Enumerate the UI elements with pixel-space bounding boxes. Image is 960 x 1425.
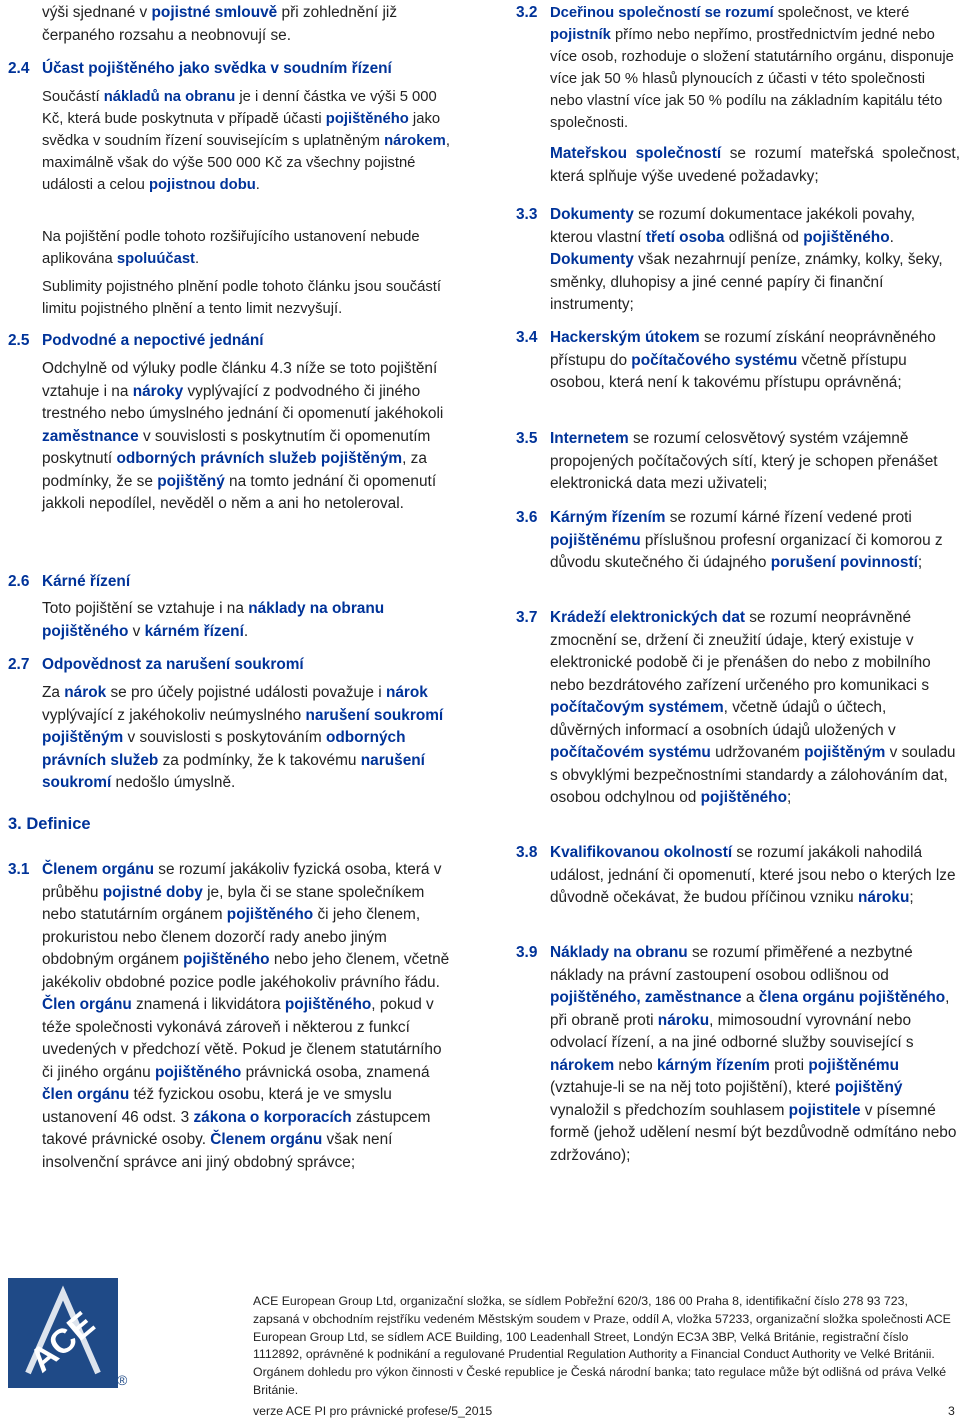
- def-3-7-number: 3.7: [516, 609, 538, 626]
- section-2-4-p1: Součástí nákladů na obranu je i denní částka ve výši 5 000 Kč, která bude poskytnuta v případě účasti pojištěného jako svědka v soudním řízení souvisejícím s uplatněným nárokem, maximálně však do výše 500 000 Kč za všechny pojistné události a celou pojistnou dobu.: [42, 89, 450, 193]
- def-3-6-number: 3.6: [516, 509, 538, 526]
- section-3-heading: 3. Definice: [8, 815, 91, 833]
- registered-mark: ®: [117, 1372, 128, 1388]
- intro-text: výši sjednané v pojistné smlouvě při zohlednění již čerpaného rozsahu a neobnovují se.: [42, 4, 398, 44]
- page-number: 3: [948, 1404, 955, 1418]
- def-3-5-number: 3.5: [516, 430, 538, 447]
- def-3-1-number: 3.1: [8, 861, 30, 878]
- footer-legal-text: ACE European Group Ltd, organizační složka, se sídlem Pobřežní 620/3, 186 00 Praha 8, identifikační číslo 278 93 723, zapsaná v obchodním rejstříku vedeném Městským soudem v Praze, oddíl A, vložka 57233, organizační složka společnosti ACE European Group Ltd, se sídlem ACE Building, 100 Leadenhall Street, Londýn EC3A 3BP, Velká Británie, registrační číslo 1112892, oprávněné k podnikání a regulované Prudential Regulation Authority a Financial Conduct Authority ve Velké Británii. Orgánem dohledu pro výkon činnosti v České republice je Česká národní banka; tato regulace může být odlišná od práva Velké Británie.: [253, 1294, 951, 1397]
- section-2-7-p1: Za nárok se pro účely pojistné události považuje i nárok vyplývající z jakéhokoliv neúmyslného narušení soukromí pojištěným v souvislosti s poskytováním odborných právních služeb za podmínky, že k takovému narušení soukromí nedošlo úmyslně.: [42, 684, 444, 791]
- def-3-3-text: Dokumenty se rozumí dokumentace jakékoli povahy, kterou vlastní třetí osoba odlišná od pojištěného. Dokumenty však nezahrnují peníze, známky, kolky, šeky, směnky, dluhopisy a jiné cenné papíry či finanční instrumenty;: [550, 206, 943, 313]
- def-3-2-text2: Mateřskou společností se rozumí mateřská společnost, která splňuje výše uvedené požadavky;: [550, 145, 960, 185]
- section-2-4-heading: 2.4 Účast pojištěného jako svědka v soudním řízení: [8, 60, 392, 77]
- def-3-2-text: Dceřinou společností se rozumí společnost, ve které pojistník přímo nebo nepřímo, prostřednictvím jedné nebo více osob, rozhoduje o složení statutárního orgánu, disponuje více jak 50 % hlasů plynoucích z účasti v této společnosti nebo vlastní více jak 50 % podílu na základním kapitálu této společnosti.: [550, 5, 954, 131]
- section-2-5-heading: 2.5 Podvodné a nepoctivé jednání: [8, 332, 264, 349]
- ace-logo-text: ACE: [22, 1304, 103, 1380]
- section-2-6-heading: 2.6 Kárné řízení: [8, 573, 131, 590]
- ace-logo-mark: [8, 1278, 118, 1388]
- def-3-1-text: Členem orgánu se rozumí jakákoliv fyzická osoba, která v průběhu pojistné doby je, byla či se stane společníkem nebo statutárním orgánem pojištěného či jeho členem, prokuristou nebo členem dozorčí rady anebo jiným obdobným orgánem pojištěného nebo jeho členem, včetně jakékoliv obdobné pozice podle jakéhokoliv právního řádu. Člen orgánu znamená i likvidátora pojištěného, pokud v téže společnosti vykonává zároveň i některou z funkcí uvedených v předchozí větě. Pokud je členem statutárního či jiného orgánu pojištěného právnická osoba, znamená člen orgánu též fyzickou osobu, která je ve smyslu ustanovení 46 odst. 3 zákona o korporacích zástupcem takové právnické osoby. Členem orgánu však není insolvenční správce ani jiný obdobný správce;: [42, 861, 450, 1171]
- section-2-7-heading: 2.7 Odpovědnost za narušení soukromí: [8, 656, 304, 673]
- def-3-9-text: Náklady na obranu se rozumí přiměřené a nezbytné náklady na právní zastoupení osobou odlišnou od pojištěného, zaměstnance a člena orgánu pojištěného, při obraně proti nároku, mimosoudní vyrovnání nebo odvolací řízení, a na jiné odborné služby související s nárokem nebo kárným řízením proti pojištěnému (vztahuje-li se na něj toto pojištění), které pojištěný vynaložil s předchozím souhlasem pojistitele v písemné formě (jehož udělení nesmí být bezdůvodně odmítáno nebo zdržováno);: [550, 944, 957, 1164]
- section-2-6-p1: Toto pojištění se vztahuje i na náklady na obranu pojištěného v kárném řízení.: [42, 600, 385, 640]
- version-label: verze ACE PI pro právnické profese/5_2015: [253, 1404, 493, 1418]
- section-2-4-p2: Na pojištění podle tohoto rozšiřujícího ustanovení nebude aplikována spoluúčast.: [42, 229, 420, 267]
- def-3-4-number: 3.4: [516, 329, 538, 346]
- def-3-3-number: 3.3: [516, 206, 538, 223]
- def-3-4-text: Hackerským útokem se rozumí získání neoprávněného přístupu do počítačového systému včetně přístupu osobou, která není k takovému přístupu oprávněná;: [550, 329, 936, 391]
- def-3-8-number: 3.8: [516, 844, 538, 861]
- def-3-6-text: Kárným řízením se rozumí kárné řízení vedené proti pojištěnému příslušnou profesní organizací či komorou z důvodu skutečného či údajného porušení povinností;: [550, 509, 943, 571]
- section-2-4-p3: Sublimity pojistného plnění podle tohoto článku jsou součástí limitu pojistného plnění a tento limit nezvyšují.: [42, 279, 441, 317]
- def-3-7-text: Krádeží elektronických dat se rozumí neoprávněné zmocnění se, držení či zneužití údaje, který existuje v elektronické podobě či je přenášen do nebo z mobilního nebo bezdrátového zařízení určeného pro komunikaci s počítačovým systémem, včetně údajů o účtech, důvěrných informací a osobních údajů uložených v počítačovém systému udržovaném pojištěným v souladu s obvyklými bezpečnostními standardy a zálohováním dat, osobou odchylnou od pojištěného;: [550, 609, 956, 806]
- def-3-8-text: Kvalifikovanou okolností se rozumí jakákoli nahodilá událost, jednání či opomenutí, které jsou nebo o kterých lze důvodně očekávat, že budou příčinou vzniku nároku;: [550, 844, 956, 906]
- def-3-2-number: 3.2: [516, 4, 538, 21]
- def-3-5-text: Internetem se rozumí celosvětový systém vzájemně propojených počítačových sítí, který je schopen přenášet elektronická data mezi uživateli;: [550, 430, 938, 492]
- def-3-9-number: 3.9: [516, 944, 538, 961]
- section-2-5-p1: Odchylně od výluky podle článku 4.3 níže se toto pojištění vztahuje i na nároky vyplývající z podvodného či jiného trestného nebo úmyslného jednání či opomenutí jakéhokoli zaměstnance v souvislosti s poskytnutím či opomenutím poskytnutí odborných právních služeb pojištěným, za podmínky, že se pojištěný na tomto jednání či opomenutí jakkoli nepodílel, nevěděl o něm a ani ho netoleroval.: [42, 360, 444, 512]
- ace-logo: [8, 1278, 118, 1388]
